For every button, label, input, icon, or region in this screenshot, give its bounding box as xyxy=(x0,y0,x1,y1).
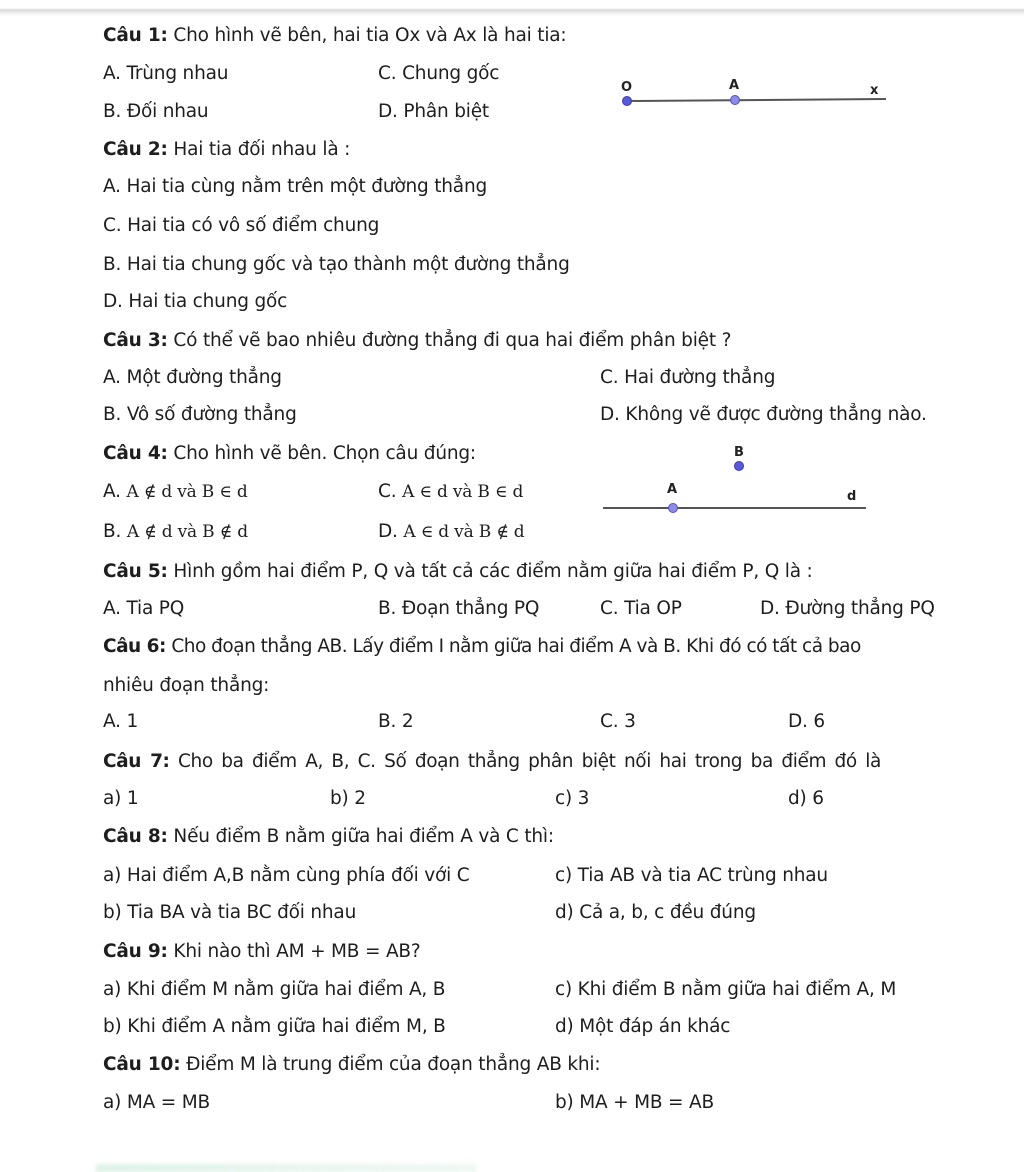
option-2d: D. Hai tia chung gốc xyxy=(103,291,288,312)
option-8a: a) Hai điểm A,B nằm cùng phía đối với C xyxy=(103,865,470,886)
option-8c: c) Tia AB và tia AC trùng nhau xyxy=(555,865,828,886)
question-label: Câu 2: xyxy=(103,139,168,160)
option-2c: C. Hai tia có vô số điểm chung xyxy=(103,215,380,236)
question-3 xyxy=(103,329,731,353)
question-label: Câu 7: xyxy=(103,751,170,772)
question-6 xyxy=(103,635,861,659)
point-a xyxy=(731,96,740,105)
question-label: Câu 10: xyxy=(103,1054,181,1075)
question-text: Cho hình vẽ bên, hai tia Ox và Ax là hai tia: xyxy=(167,25,567,46)
question-6-continued: nhiêu đoạn thẳng: xyxy=(103,675,270,696)
option-expression: A ∈ d và B ∈ d xyxy=(402,482,524,502)
label-a: A xyxy=(667,482,678,497)
ray-ox-line xyxy=(627,99,886,101)
option-3a: A. Một đường thẳng xyxy=(103,367,282,388)
label-o: O xyxy=(621,80,633,95)
question-label: Câu 9: xyxy=(103,941,168,962)
option-9d: d) Một đáp án khác xyxy=(555,1016,731,1037)
question-text: Điểm M là trung điểm của đoạn thẳng AB khi: xyxy=(180,1054,601,1075)
question-label: Câu 8: xyxy=(103,826,168,847)
option-9a: a) Khi điểm M nằm giữa hai điểm A, B xyxy=(103,979,446,1000)
option-expression: A ∉ d và B ∉ d xyxy=(126,522,248,542)
option-4a xyxy=(103,480,248,504)
question-2 xyxy=(103,138,350,162)
option-expression: A ∈ d và B ∉ d xyxy=(403,522,525,542)
option-4b xyxy=(103,520,248,544)
question-1 xyxy=(103,24,566,48)
question-label: Câu 5: xyxy=(103,561,168,582)
option-6b: B. 2 xyxy=(378,711,414,732)
question-label: Câu 6: xyxy=(103,636,166,657)
question-text: Cho đoạn thẳng AB. Lấy điểm I nằm giữa hai điểm A và B. Khi đó có tất cả bao xyxy=(165,636,861,657)
point-o xyxy=(623,97,632,106)
top-shadow-band xyxy=(0,0,1024,16)
label-a: A xyxy=(729,78,740,93)
option-6a: A. 1 xyxy=(103,711,139,732)
point-a xyxy=(669,504,678,513)
option-7b: b) 2 xyxy=(330,788,366,809)
option-7a: a) 1 xyxy=(103,788,139,809)
option-10a: a) MA = MB xyxy=(103,1092,210,1113)
option-2a: A. Hai tia cùng nằm trên một đường thẳng xyxy=(103,176,488,197)
option-2b: B. Hai tia chung gốc và tạo thành một đường thẳng xyxy=(103,254,570,275)
option-6d: D. 6 xyxy=(788,711,825,732)
label-x: x xyxy=(870,83,879,98)
option-5b: B. Đoạn thẳng PQ xyxy=(378,598,540,619)
option-9b: b) Khi điểm A nằm giữa hai điểm M, B xyxy=(103,1016,446,1037)
question-text: Cho hình vẽ bên. Chọn câu đúng: xyxy=(167,443,476,464)
question-8 xyxy=(103,825,554,849)
question-text: Khi nào thì AM + MB = AB? xyxy=(167,941,421,962)
question-label: Câu 3: xyxy=(103,330,168,351)
option-8d: d) Cả a, b, c đều đúng xyxy=(555,902,756,923)
question-text: Cho ba điểm A, B, C. Số đoạn thẳng phân biệt nối hai trong ba điểm đó là xyxy=(169,751,881,772)
option-7c: c) 3 xyxy=(555,788,590,809)
option-expression: A ∉ d và B ∈ d xyxy=(126,482,248,502)
option-3b: B. Vô số đường thẳng xyxy=(103,404,297,425)
option-3c: C. Hai đường thẳng xyxy=(600,367,776,388)
question-4 xyxy=(103,442,476,466)
option-5c: C. Tia OP xyxy=(600,598,682,619)
question-5 xyxy=(103,560,813,584)
question-label: Câu 1: xyxy=(103,25,168,46)
question-7 xyxy=(103,750,881,774)
option-4c xyxy=(378,480,523,504)
option-prefix: C. xyxy=(378,481,403,502)
label-d: d xyxy=(847,489,857,504)
option-prefix: B. xyxy=(103,521,127,542)
option-1d: D. Phân biệt xyxy=(378,101,489,122)
question-text: Có thể vẽ bao nhiêu đường thẳng đi qua hai điểm phân biệt ? xyxy=(167,330,732,351)
question-text: Nếu điểm B nằm giữa hai điểm A và C thì: xyxy=(167,826,554,847)
option-1c: C. Chung gốc xyxy=(378,63,500,84)
option-1b: B. Đối nhau xyxy=(103,101,209,122)
option-9c: c) Khi điểm B nằm giữa hai điểm A, M xyxy=(555,979,897,1000)
option-5d: D. Đường thẳng PQ xyxy=(760,598,935,619)
option-10b: b) MA + MB = AB xyxy=(555,1092,714,1113)
question-text: Hai tia đối nhau là : xyxy=(167,139,351,160)
option-7d: d) 6 xyxy=(788,788,824,809)
option-5a: A. Tia PQ xyxy=(103,598,185,619)
option-3d: D. Không vẽ được đường thẳng nào. xyxy=(600,404,927,425)
question-9 xyxy=(103,940,421,964)
option-prefix: D. xyxy=(378,521,404,542)
option-4d xyxy=(378,520,525,544)
cut-off-text-strip xyxy=(96,1164,476,1172)
question-label: Câu 4: xyxy=(103,443,168,464)
option-1a: A. Trùng nhau xyxy=(103,63,229,84)
question-10 xyxy=(103,1053,600,1077)
option-6c: C. 3 xyxy=(600,711,636,732)
question-text: Hình gồm hai điểm P, Q và tất cả các điểm nằm giữa hai điểm P, Q là : xyxy=(167,561,813,582)
option-8b: b) Tia BA và tia BC đối nhau xyxy=(103,902,357,923)
label-b: B xyxy=(734,445,744,460)
point-b xyxy=(735,462,744,471)
figure-line-d xyxy=(595,436,880,521)
figure-ray-ox xyxy=(610,70,900,115)
option-prefix: A. xyxy=(103,481,127,502)
